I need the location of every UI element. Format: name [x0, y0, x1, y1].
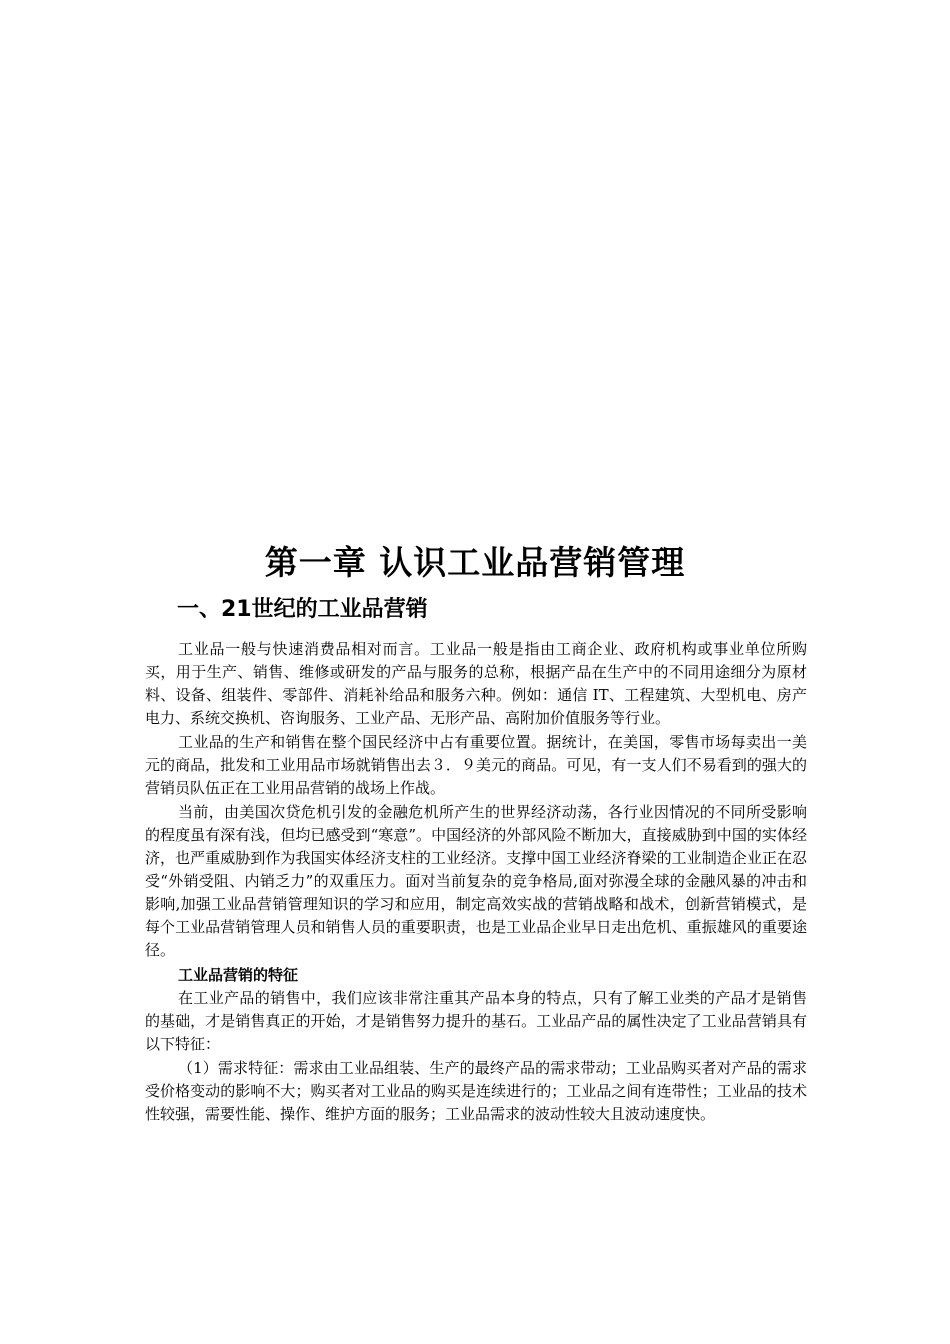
- paragraph: 工业品的生产和销售在整个国民经济中占有重要位置。据统计，在美国，零售市场每卖出一美元的商品，批发和工业用品市场就销售出去３．９美元的商品。可见，有一支人们不易看到的强大的营销员队伍正在工业用品营销的战场上作战。: [145, 733, 807, 797]
- paragraph: 当前，由美国次贷危机引发的金融危机所产生的世界经济动荡，各行业因情况的不同所受影响的程度虽有深有浅，但均已感受到“寒意”。中国经济的外部风险不断加大，直接威胁到中国的实体经济，也严重威胁到作为我国实体经济支柱的工业经济。支撑中国工业经济脊梁的工业制造企业正在忍受“外销受阻、内销乏力”的双重压力。面对当前复杂的竞争格局,面对弥漫全球的金融风暴的冲击和影响,加强工业品营销管理知识的学习和应用，制定高效实战的营销战略和战术，创新营销模式，是每个工业品营销管理人员和销售人员的重要职责，也是工业品企业早日走出危机、重振雄风的重要途径。: [145, 803, 807, 959]
- paragraph: 工业品一般与快速消费品相对而言。工业品一般是指由工商企业、政府机构或事业单位所购买，用于生产、销售、维修或研发的产品与服务的总称，根据产品在生产中的不同用途细分为原材料、设备、组装件、零部件、消耗补给品和服务六种。例如：通信 IT、工程建筑、大型机电、房产电力、系统交换机、咨询服务、工业产品、无形产品、高附加价值服务等行业。: [145, 640, 807, 727]
- document-body: [145, 638, 807, 1127]
- paragraph: （1）需求特征：需求由工业品组装、生产的最终产品的需求带动；工业品购买者对产品的需求受价格变动的影响不大；购买者对工业品的购买是连续进行的；工业品之间有连带性；工业品的技术性较强，需要性能、操作、维护方面的服务；工业品需求的波动性较大且波动速度快。: [145, 1059, 807, 1123]
- subheading: 工业品营销的特征: [178, 966, 299, 984]
- paragraph: 在工业产品的销售中，我们应该非常注重其产品本身的特点，只有了解工业类的产品才是销售的基础，才是销售真正的开始，才是销售努力提升的基石。工业品产品的属性决定了工业品营销具有以下特征：: [145, 989, 807, 1053]
- section-title: 一、21世纪的工业品营销: [177, 597, 428, 622]
- chapter-title: 第一章 认识工业品营销管理: [264, 543, 686, 582]
